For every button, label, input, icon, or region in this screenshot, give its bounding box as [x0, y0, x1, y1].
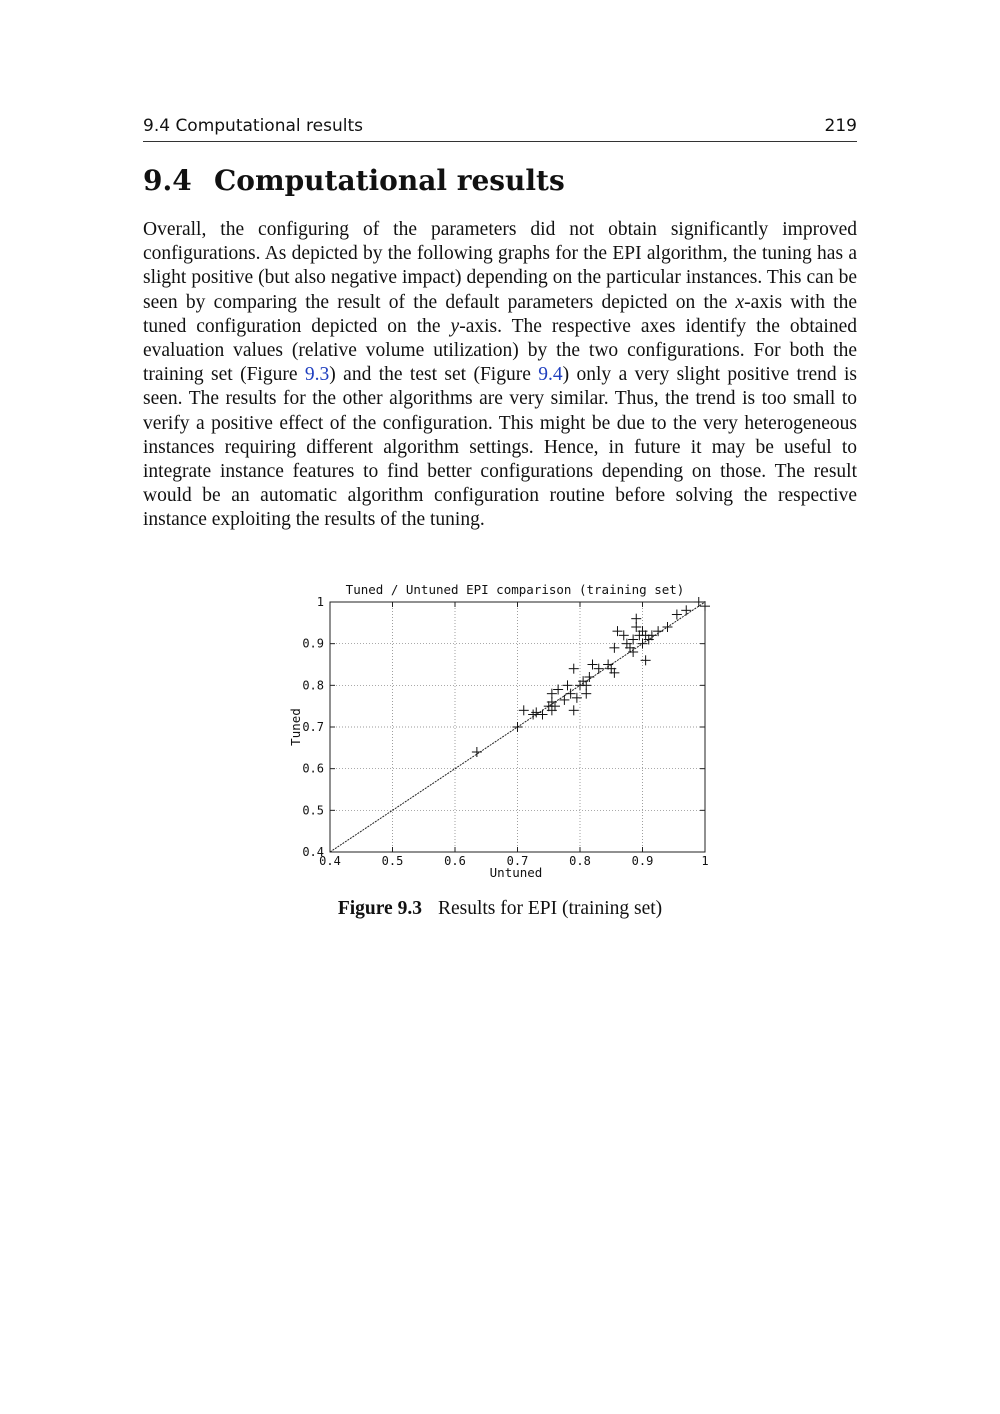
y-tick-label: 1 [316, 595, 324, 609]
section-heading [143, 164, 565, 197]
y-tick-label: 0.8 [302, 678, 324, 693]
y-tick-label: 0.5 [302, 803, 324, 818]
data-point [553, 685, 563, 695]
data-point [513, 722, 523, 732]
section-number: 9.4 [143, 164, 192, 197]
x-axis-ticks [319, 602, 708, 868]
data-point [641, 655, 651, 665]
data-point [613, 626, 623, 636]
data-point [581, 689, 591, 699]
paragraph-text-5: ) only a very slight positive trend is seen. The results for the other algorithms are very similar. Thus, the trend is too small to verify a positive effect of the configuration. This might be due to the very heterogeneous instances requiring different algorithm settings. Hence, in future it may be useful to integrate instance features to find better configurations depending on those. The result would be an automatic algorithm configuration routine before solving the respective instance exploiting the results of the tuning. [143, 364, 857, 531]
y-axis-ticks [302, 595, 705, 859]
data-point [572, 693, 582, 703]
data-point [653, 626, 663, 636]
y-axis-variable: y [450, 315, 460, 337]
data-point [609, 643, 619, 653]
data-point [569, 664, 579, 674]
data-point [569, 705, 579, 715]
y-tick-label: 0.4 [302, 845, 324, 859]
data-points [472, 597, 710, 757]
x-axis-label: Untuned [489, 865, 543, 878]
data-point [631, 614, 641, 624]
y-axis-label: Tuned [288, 708, 303, 746]
paragraph-text-4: ) and the test set (Figure [329, 364, 539, 386]
data-point [681, 605, 691, 615]
section-title: Computational results [214, 164, 565, 197]
x-tick-label: 0.8 [569, 854, 591, 868]
y-tick-label: 0.7 [302, 720, 324, 734]
data-point [694, 597, 704, 607]
data-point [663, 622, 673, 632]
paragraph-text-1: Overall, the configuring of the parameters did not obtain significantly improved configurations. As depicted by the following graphs for the EPI algorithm, the tuning has a slight positive (but also negative impact) depending on the particular instances. This can be seen by comparing the result of the default parameters depicted on the [143, 219, 857, 313]
data-point [538, 710, 548, 720]
running-head-section: 9.4 Computational results [143, 116, 363, 136]
figure-label: Figure 9.3 [337, 898, 422, 919]
x-axis-variable: x [735, 291, 745, 313]
paragraph-text-3: -axis. The respective axes identify the obtained evaluation values (relative volume utilization) by the two configurations. For both the training set (Figure [143, 315, 857, 386]
figure-ref-9-4-link[interactable]: 9.4 [538, 364, 563, 386]
data-point [559, 695, 569, 705]
body-paragraph [143, 218, 857, 533]
data-point [547, 689, 557, 699]
page-number: 219 [824, 116, 857, 136]
paragraph-text-2: -axis with the tuned configuration depicted on the [143, 291, 858, 337]
data-point [700, 601, 710, 611]
chart-title: Tuned / Untuned EPI comparison (training set) [345, 582, 685, 597]
data-point [588, 660, 598, 670]
data-point [519, 705, 529, 715]
running-head [143, 114, 857, 142]
figure-9-3 [280, 578, 720, 878]
y-tick-label: 0.9 [302, 636, 324, 651]
x-tick-label: 0.9 [631, 854, 654, 868]
x-tick-label: 1 [701, 854, 709, 868]
x-tick-label: 0.6 [444, 854, 466, 868]
data-point [472, 747, 482, 757]
figure-caption-text: Results for EPI (training set) [437, 898, 663, 919]
figure-ref-9-3-link[interactable]: 9.3 [304, 364, 330, 386]
x-tick-label: 0.5 [381, 854, 404, 868]
y-tick-label: 0.6 [302, 761, 324, 776]
x-tick-label: 0.4 [319, 854, 341, 868]
data-point [594, 664, 604, 674]
x-tick-label: 0.7 [506, 854, 529, 868]
scatter-chart [280, 578, 720, 878]
figure-caption [143, 898, 857, 920]
